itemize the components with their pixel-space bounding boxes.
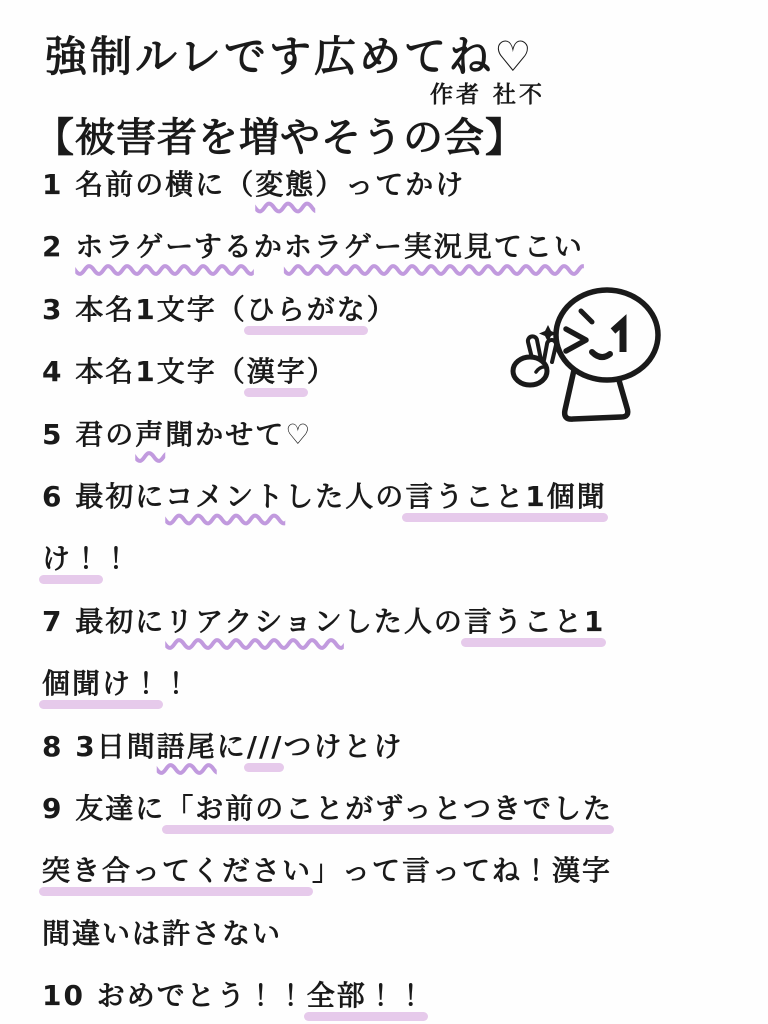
rule-text-wavy-underline: コメント <box>165 479 286 513</box>
rule-text: 8 3日間 <box>42 729 157 763</box>
doodle-hand <box>513 336 556 385</box>
section-heading: 【被害者を増やそうの会】 <box>34 115 526 161</box>
rule-text: 10 おめでとう！！ <box>42 979 307 1013</box>
rule-line-9-continued <box>42 852 758 914</box>
rule-text: 5 君の <box>42 417 136 451</box>
rule-line-10 <box>42 977 758 1024</box>
rule-text: 2 <box>42 230 76 264</box>
winking-peace-doodle-illustration <box>500 286 672 436</box>
rule-text: に <box>216 729 247 763</box>
rule-text-marker-underline: 言うこと1 <box>463 604 606 638</box>
rule-text: 4 本名1文字（ <box>42 355 247 389</box>
author-credit: 作者 社不 <box>430 82 546 108</box>
rule-text: した人の <box>343 604 464 638</box>
rule-text-marker-underline: 漢字 <box>246 355 307 389</box>
rule-text-wavy-underline: ホラゲーする <box>75 230 254 264</box>
rule-text-marker-underline: 「お前のことがずっとつきでした <box>165 791 613 825</box>
rule-text-marker-underline: 言うこと1個聞 <box>405 479 607 513</box>
rule-text: か <box>253 230 284 264</box>
rule-text-wavy-underline: 語尾 <box>156 729 217 763</box>
rule-line-7 <box>42 603 758 665</box>
rule-text: 3 本名1文字（ <box>42 292 247 326</box>
rule-text-marker-underline: ひらがな <box>246 292 367 326</box>
rule-line-6 <box>42 478 758 540</box>
rule-text-wavy-underline: ホラゲー実況見てこい <box>283 230 584 264</box>
rule-text: つけとけ <box>283 729 404 763</box>
rule-text-marker-underline: 個聞け！ <box>42 667 163 701</box>
rule-text-marker-underline: /// <box>246 729 284 763</box>
rule-line-7-continued <box>42 665 758 727</box>
rule-text-marker-underline: 全部！！ <box>306 979 427 1013</box>
rule-text-wavy-underline: リアクション <box>165 604 344 638</box>
rule-text: 1 名前の横に（ <box>42 168 256 201</box>
rule-text-marker-underline: 突き合ってください <box>42 854 313 888</box>
rule-text: 」って言ってね！漢字 <box>312 854 613 888</box>
rule-text: ）ってかけ <box>315 168 466 201</box>
rule-text: ！ <box>162 667 193 701</box>
page-title: 強制ルレです広めてね♡ <box>45 32 535 81</box>
rule-line-6-continued <box>42 540 758 602</box>
rule-text: した人の <box>285 479 406 513</box>
rule-text-wavy-underline: 声 <box>135 417 166 451</box>
rule-text: 間違いは許さない <box>42 916 283 950</box>
rule-text: 聞かせて♡ <box>165 417 313 451</box>
rule-text: 6 最初に <box>42 479 166 513</box>
rule-line-9-continued-2 <box>42 915 758 977</box>
rule-text: ！ <box>102 542 133 576</box>
rule-text: ） <box>306 355 337 389</box>
rule-text-marker-underline: け！ <box>42 542 103 576</box>
rule-text-wavy-underline: 変態 <box>255 168 316 201</box>
rule-line-2 <box>42 228 758 290</box>
rule-text: 9 友達に <box>42 791 166 825</box>
rule-text: 7 最初に <box>42 604 166 638</box>
rule-line-9 <box>42 790 758 852</box>
rule-line-1 <box>42 166 758 228</box>
rule-line-8 <box>42 728 758 790</box>
rule-text: ） <box>366 292 397 326</box>
